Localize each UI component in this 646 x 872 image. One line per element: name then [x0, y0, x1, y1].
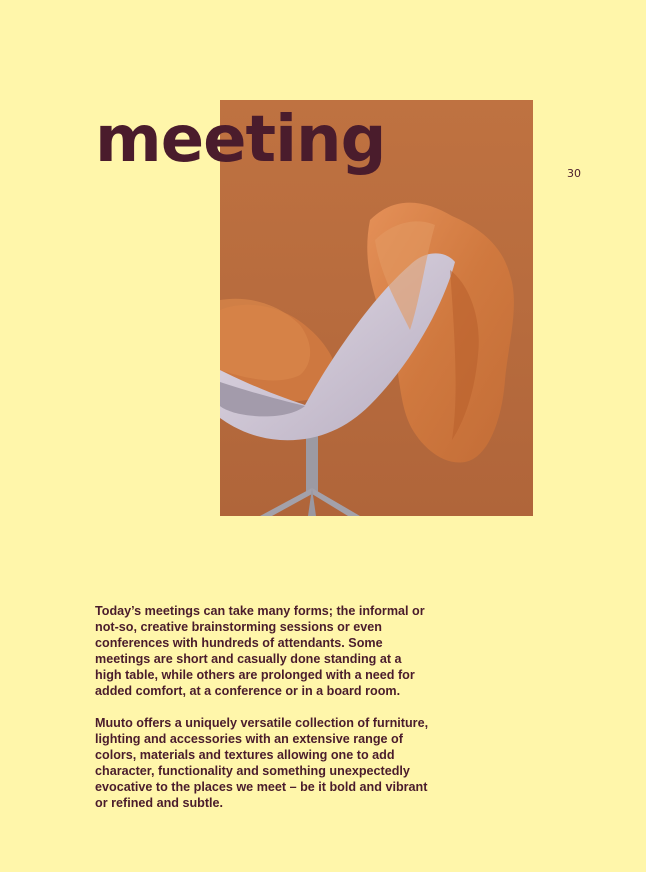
paragraph-2: Muuto offers a uniquely versatile collection of furniture, lighting and accessories with an extensive range of colors, materials and textures allowing one to add character, functionality and something unexpectedly evocative to the places we meet – be it bold and vibrant or refined and subtle. — [95, 716, 429, 810]
page-title: meeting — [95, 103, 386, 177]
paragraph-1: Today’s meetings can take many forms; the informal or not-so, creative brainstorming sessions or even conferences with hundreds of attendants. Some meetings are short and casually done standing at a high table, while others are prolonged with a need for added comfort, at a conference or in a board room. — [95, 604, 425, 698]
body-text — [95, 603, 430, 827]
page-number: 30 — [567, 167, 581, 180]
